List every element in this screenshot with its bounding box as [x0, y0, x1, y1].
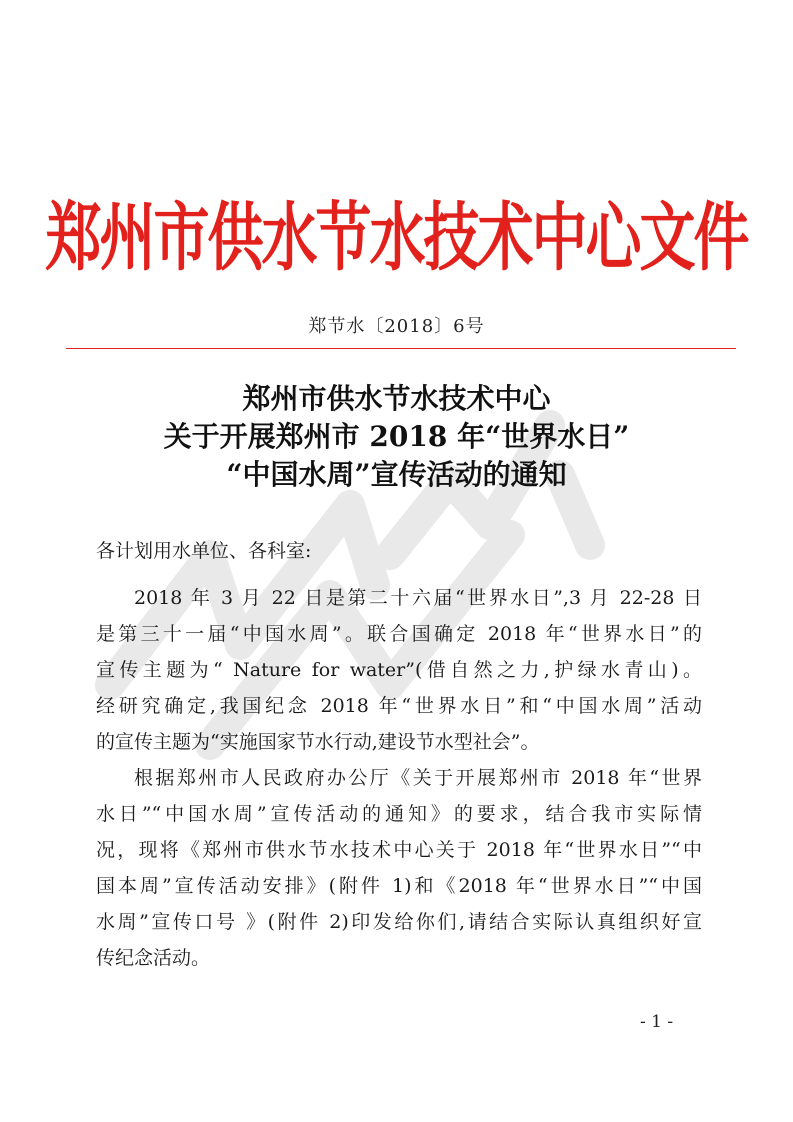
paragraph-line: 水日”“中国水周”宣传活动的通知》的要求，结合我市实际情 — [96, 803, 702, 825]
title-line-1: 郑州市供水节水技术中心 — [242, 382, 551, 415]
paragraph-line: 宣传主题为“ Nature for water”(借自然之力,护绿水青山)。 — [96, 659, 702, 681]
paragraph-1 — [96, 580, 702, 760]
org-header-title: 郑州市供水节水技术中心文件 — [45, 195, 748, 282]
document-title — [0, 380, 793, 494]
paragraph-line: 传纪念活动。 — [96, 947, 211, 969]
paragraph-line: 根据郑州市人民政府办公厅《关于开展郑州市 2018 年“世界 — [134, 767, 702, 789]
paragraph-line: 是第三十一届“中国水周”。联合国确定 2018 年“世界水日”的 — [96, 623, 702, 645]
title-line-3: “中国水周”宣传活动的通知 — [226, 458, 567, 491]
paragraph-line: 水周”宣传口号 》(附件 2)印发给你们,请结合实际认真组织好宣 — [96, 911, 702, 933]
salutation: 各计划用水单位、各科室: — [96, 540, 312, 562]
title-line-2: 关于开展郑州市 2018 年“世界水日” — [163, 420, 630, 453]
paragraph-line: 经研究确定,我国纪念 2018 年“世界水日”和“中国水周”活动 — [96, 695, 702, 717]
paragraph-line: 况，现将《郑州市供水节水技术中心关于 2018 年“世界水日”“中 — [96, 839, 702, 861]
document-number: 郑节水〔2018〕6号 — [308, 316, 485, 337]
page-number: - 1 - — [640, 1012, 674, 1032]
paragraph-2 — [96, 760, 702, 976]
paragraph-line: 的宣传主题为“实施国家节水行动,建设节水型社会”。 — [96, 731, 540, 753]
header-divider — [66, 348, 736, 349]
paragraph-line: 国本周”宣传活动安排》(附件 1)和《2018 年“世界水日”“中国 — [96, 875, 702, 897]
paragraph-line: 2018 年 3 月 22 日是第二十六届“世界水日”,3 月 22-28 日 — [134, 587, 702, 609]
